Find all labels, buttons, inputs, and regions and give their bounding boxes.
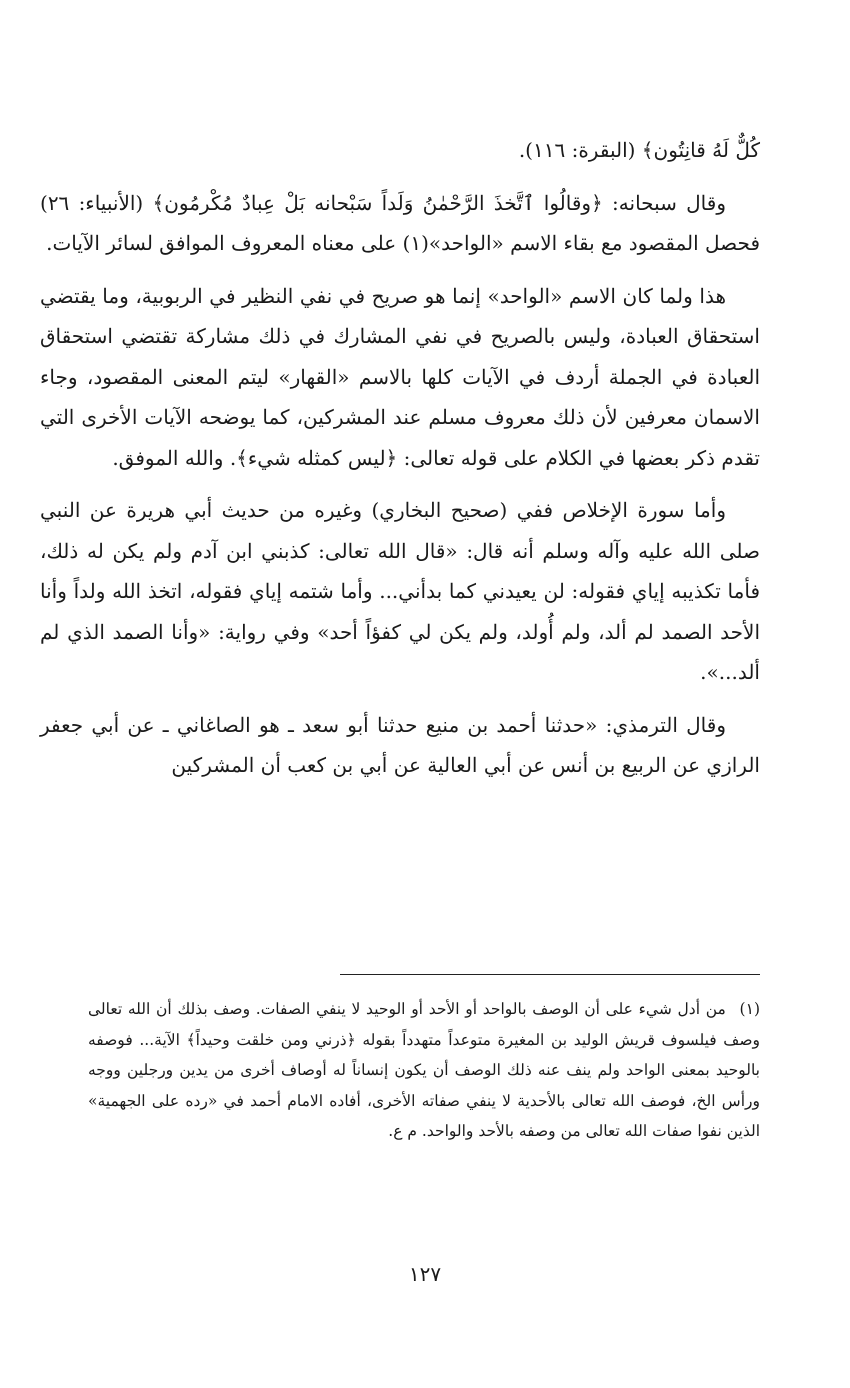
- paragraph-1: كُلٌّ لَهُ قانِتُون﴾ (البقرة: ١١٦).: [518, 138, 760, 162]
- page-number: ١٢٧: [408, 1262, 442, 1286]
- footnote: [88, 994, 760, 1147]
- footnote-divider: [340, 974, 760, 975]
- paragraph-3: هذا ولما كان الاسم «الواحد» إنما هو صريح في نفي النظير في الربوبية، وما يقتضي استحقاق العبادة، وليس بالصريح في نفي المشارك في ذلك مشاركة تقتضي استحقاق العبادة في الجملة أردف في الآيات كلها بالاسم «القهار» ليتم المعنى المقصود، وجاء الاسمان معرفين لأن ذلك معروف مسلم عند المشركين، كما يوضحه الآيات الأخرى التي تقدم ذكر بعضها في الكلام على قوله تعالى: ﴿ليس كمثله شيء﴾. والله الموفق.: [40, 283, 760, 470]
- paragraph-2: وقال سبحانه: ﴿وقالُوا ٱتَّخذَ الرَّحْمٰنُ وَلَداً سَبْحانه بَلْ عِبادٌ مُكْرمُون﴾ (الأنبياء: ٢٦) فحصل المقصود مع بقاء الاسم «الواحد»(١) على معناه المعروف الموافق لسائر الآيات.: [40, 190, 760, 255]
- main-text: [40, 130, 760, 786]
- footnote-number: (١): [739, 1000, 760, 1018]
- paragraph-5: وقال الترمذي: «حدثنا أحمد بن منيع حدثنا أبو سعد ـ هو الصاغاني ـ عن أبي جعفر الرازي عن الربيع بن أنس عن أبي العالية عن أبي بن كعب أن المشركين: [40, 712, 760, 777]
- paragraph-4: وأما سورة الإخلاص ففي (صحيح البخاري) وغيره من حديث أبي هريرة عن النبي صلى الله عليه وآله وسلم أنه قال: «قال الله تعالى: كذبني ابن آدم ولم يكن له ذلك، فأما تكذيبه إياي فقوله: لن يعيدني كما بدأني... وأما شتمه إياي فقوله، اتخذ الله ولداً وأنا الأحد الصمد لم ألد، ولم أُولد، ولم يكن لي كفؤاً أحد» وفي رواية: «وأنا الصمد الذي لم ألد...».: [40, 498, 760, 684]
- footnote-text: من أدل شيء على أن الوصف بالواحد أو الأحد أو الوحيد لا ينفي الصفات. وصف بذلك أن الله تعالى وصف فيلسوف قريش الوليد بن المغيرة متوعداً متهدداً بقوله ﴿ذرني ومن خلقت وحيداً﴾ الآية... فوصفه بالوحيد بمعنى الواحد ولم ينف عنه ذلك الوصف أن يكون إنساناً له أوصاف أخرى من يدين ورجلين ووجه ورأس الخ، فوصف الله تعالى بالأحدية لا ينفي صفاته الأخرى، أفاده الامام أحمد في «رده على الجهمية» الذين نفوا صفات الله تعالى من وصفه بالأحد والواحد. م ع.: [88, 1000, 760, 1140]
